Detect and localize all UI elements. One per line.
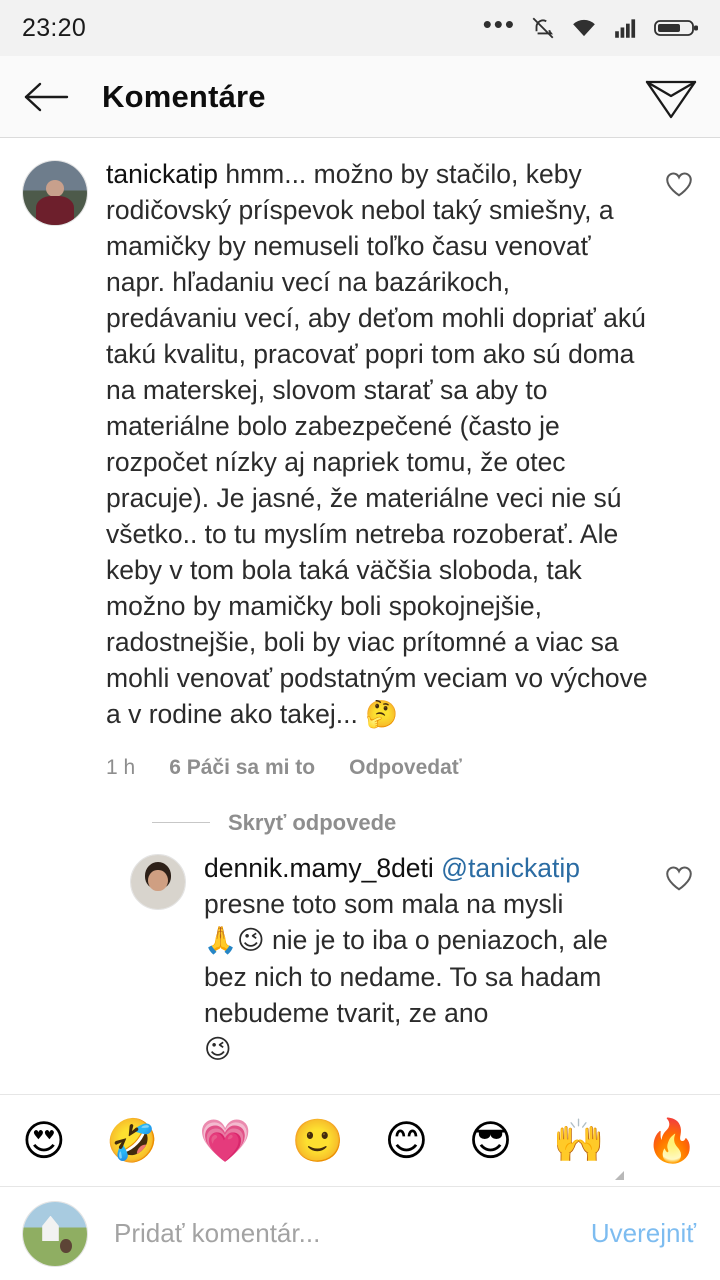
heart-outline-icon[interactable] [658,156,700,780]
emoji-button-6[interactable]: 🙌 [552,1115,606,1165]
overflow-dots-icon: ••• [482,9,516,39]
reply-mention[interactable]: @tanickatip [441,852,581,883]
comment-body [88,156,658,780]
emoji-quick-bar[interactable] [0,1094,720,1186]
reply-message-line1: presne toto som mala na mysli [204,888,564,919]
wifi-icon [570,15,598,41]
comments-list[interactable] [0,138,720,1094]
user-avatar[interactable] [22,1201,88,1267]
reply-body [186,850,658,1068]
comment-text [106,156,648,734]
emoji-button-1[interactable]: 🤣 [106,1115,159,1165]
battery-icon [654,15,700,41]
comment-timestamp: 1 h [106,755,136,779]
wink-face-emoji-2: 😉 [204,1033,232,1065]
post-comment-button[interactable]: Uverejniť [590,1218,696,1248]
avatar[interactable] [22,160,88,226]
divider-line [152,822,210,823]
direct-message-icon[interactable] [644,72,698,122]
heart-outline-icon[interactable] [658,850,700,1068]
page-title: Komentáre [102,78,266,114]
wink-face-emoji: 😉 [237,924,265,956]
comment-item[interactable] [0,138,720,780]
comment-username[interactable]: tanickatip [106,159,218,189]
emoji-button-4[interactable]: 😊 [384,1115,429,1165]
status-bar-icons [482,9,700,41]
comment-composer[interactable] [0,1186,720,1280]
comment-likes-count[interactable]: 6 Páči sa mi to [169,755,316,779]
status-bar-clock: 23:20 [22,13,87,42]
comment-meta [106,756,648,780]
emoji-button-3[interactable]: 🙂 [291,1115,344,1165]
back-arrow-icon[interactable] [22,70,76,124]
mute-icon [530,15,556,41]
comment-input[interactable] [88,1217,577,1250]
emoji-button-7[interactable]: 🔥 [645,1115,698,1165]
thinking-face-emoji: 🤔 [365,699,399,731]
emoji-button-5[interactable]: 😎 [468,1115,513,1165]
status-bar [0,0,720,56]
folded-hands-emoji: 🙏 [204,924,237,956]
avatar[interactable] [130,854,186,910]
reply-text [204,850,648,1068]
emoji-button-0[interactable]: 😍 [22,1115,66,1165]
hide-replies-label[interactable]: Skryť odpovede [228,809,397,835]
reply-message-line2: nie je to iba o peniazoch, ale bez nich to nedame. To sa hadam nebudeme tvarit, ze ano [204,924,608,1028]
signal-icon [612,15,640,41]
comment-reply-button[interactable]: Odpovedať [349,755,462,779]
reply-item[interactable] [0,840,720,1068]
comment-message: hmm... možno by stačilo, keby rodičovský príspevok nebol taký smiešny, a mamičky by nemuseli toľko času venovať napr. hľadaniu vecí na bazárikoch, predávaniu vecí, aby deťom mohli dopriať akú takú kvalitu, pracovať popri tom ako sú doma na materskej, slovom starať sa aby to materiálne bolo zabezpečené (často je rozpočet nízky aj napriek tomu, že otec pracuje). Je jasné, že materiálne veci nie sú všetko.. to tu myslím netreba rozoberať. Ale keby v tom bola taká väčšia sloboda, tak možno by mamičky boli spokojnejšie, radostnejšie, boli by viac prítomné a viac sa mohli venovať podstatným veciam vo výchove a v rodine ako takej... [106,159,648,730]
emoji-button-2[interactable]: 💗 [198,1115,252,1165]
reply-username[interactable]: dennik.mamy_8deti [204,852,434,883]
hide-replies-row[interactable] [0,780,720,840]
app-header [0,56,720,138]
